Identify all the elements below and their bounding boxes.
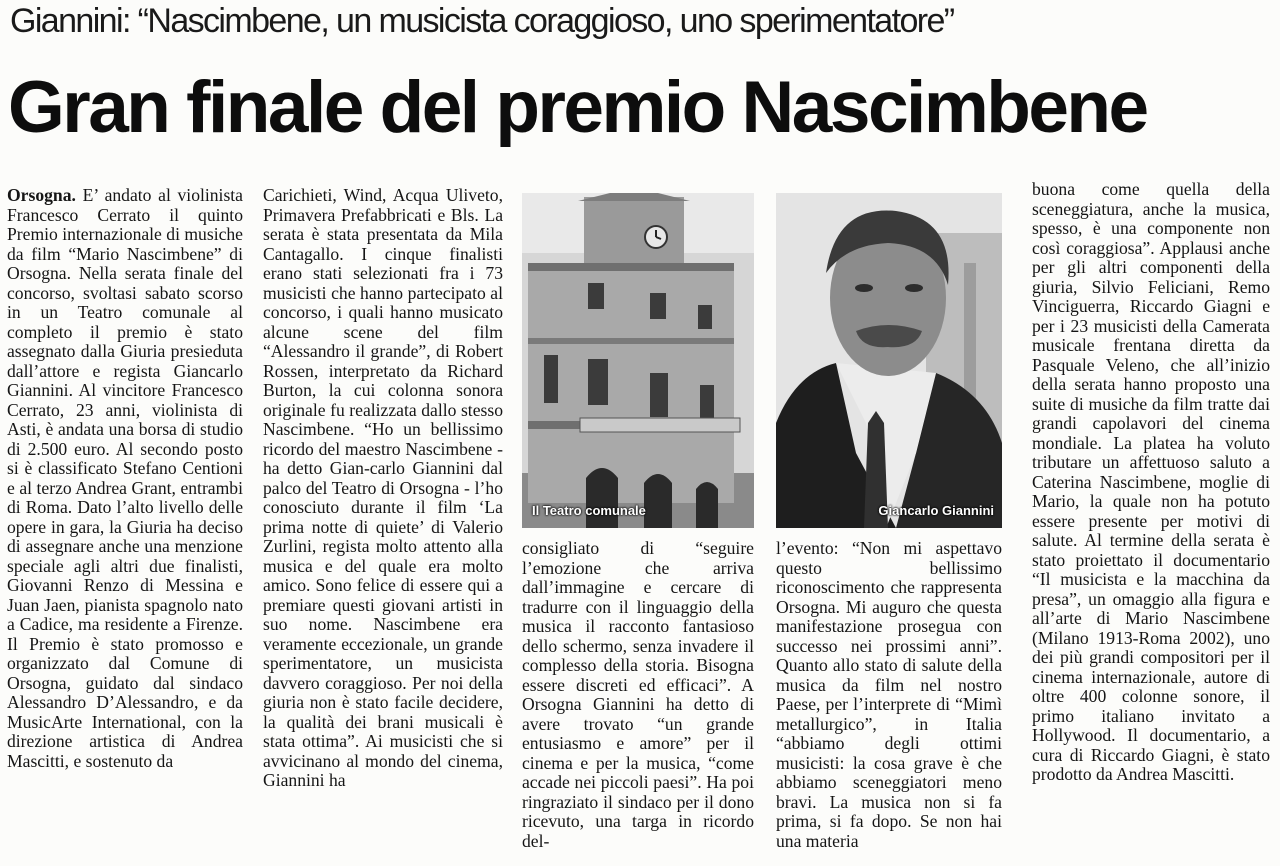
article-column-3 — [522, 539, 754, 866]
column-1-text: E’ andato al violinista Francesco Cerrato il quinto Premio internazionale di musiche da film “Mario Nascimbene” di Orsogna. Nella serata finale del concorso, svoltasi sabato scorso in un Teatro comunale al completo il premio è stato assegnato dalla Giuria presieduta dall’attore e regista Giancarlo Giannini. Al vincitore Francesco Cerrato, 23 anni, violinista di Asti, è andata una borsa di studio di 2.500 euro. Al secondo posto si è classificato Stefano Centioni e al terzo Andrea Grant, entrambi di Roma. Dato l’alto livello delle opere in gara, la Giuria ha deciso di assegnare anche una menzione speciale agli altri due finalisti, Giovanni Renzo di Messina e Juan Jaen, pianista spagnolo nato a Cadice, ma residente a Firenze. Il Premio è stato promosso e organizzato dal Comune di Orsogna, guidato dal sindaco Alessandro D’Alessandro, e da MusicArte International, con la direzione artistica di Andrea Mascitti, e sostenuto da — [7, 186, 243, 771]
portrait-image — [776, 193, 1002, 528]
theatre-photo — [522, 193, 754, 528]
portrait-caption: Giancarlo Giannini — [878, 503, 994, 518]
article-column-1 — [7, 186, 243, 866]
article-column-2 — [263, 186, 503, 866]
dateline: Orsogna. — [7, 186, 76, 205]
article-column-4 — [776, 539, 1002, 866]
kicker-subtitle: Giannini: “Nascimbene, un musicista coraggioso, uno sperimentatore” — [10, 2, 954, 40]
theatre-caption: Il Teatro comunale — [532, 503, 646, 518]
column-3-text: consigliato di “seguire l’emozione che arriva dall’immagine e cercare di tradurre con il linguaggio della musica il racconto fantasioso dello schermo, senza invadere il complesso della storia. Bisogna essere discreti ed efficaci”. A Orsogna Giannini ha detto di avere trovato “un grande entusiasmo e amore” per il cinema e per la musica, “come accade nei piccoli paesi”. Ha poi ringraziato il sindaco per il dono ricevuto, una targa in ricordo del- — [522, 539, 754, 851]
giannini-photo — [776, 193, 1002, 528]
column-2-text: Carichieti, Wind, Acqua Uliveto, Primavera Prefabbricati e Bls. La serata è stata presentata da Mila Cantagallo. I cinque finalisti erano stati selezionati fra i 73 musicisti che hanno partecipato al concorso, i quali hanno musicato alcune scene del film “Alessandro il grande”, di Robert Rossen, interpretato da Richard Burton, la cui colonna sonora originale fu realizzata dallo stesso Nascimbene. “Ho un bellissimo ricordo del maestro Nascimbene - ha detto Gian-carlo Giannini dal palco del Teatro di Orsogna - l’ho conosciuto durante il film ‘La prima notte di quiete’ di Valerio Zurlini, regista molto attento alla musica e del quale era molto amico. Sono felice di essere qui a premiare questi giovani artisti in suo nome. Nascimbene era veramente eccezionale, un grande sperimentatore, un musicista davvero coraggioso. Per noi della giuria non è stato facile decidere, la qualità dei brani musicali è stata ottima”. Ai musicisti che si avvicinano al mondo del cinema, Giannini ha — [263, 186, 503, 790]
column-5-text: buona come quella della sceneggiatura, anche la musica, spesso, è una componente non così coraggiosa”. Applausi anche per gli altri componenti della giuria, Silvio Feliciani, Remo Vinciguerra, Riccardo Giagni e per i 23 musicisti della Camerata musicale frentana diretta da Pasquale Veleno, che all’inizio della serata hanno proposto una suite di musiche da film tratte dai grandi capolavori del cinema mondiale. La platea ha voluto tributare un affettuoso saluto a Caterina Nascimbene, moglie di Mario, la quale non ha potuto essere presente per motivi di salute. Al termine della serata è stato proiettato il documentario “Il musicista e la macchina da presa”, un omaggio alla figura e all’arte di Mario Nascimbene (Milano 1913-Roma 2002), uno dei più grandi compositori per il cinema internazionale, autore di oltre 400 colonne sonore, il primo italiano invitato a Hollywood. Il documentario, a cura di Riccardo Giagni, è stato prodotto da Andrea Mascitti. — [1032, 180, 1270, 784]
theatre-building-image — [522, 193, 754, 528]
column-4-text: l’evento: “Non mi aspettavo questo bellissimo riconoscimento che rappresenta Orsogna. Mi auguro che questa manifestazione prosegua con successo nei prossimi anni”. Quanto allo stato di salute della musica da film nel nostro Paese, per l’interprete di “Mimì metallurgico”, in Italia “abbiamo degli ottimi musicisti: la cosa grave è che abbiamo sceneggiatori meno bravi. La musica non si fa prima, si fa dopo. Se non hai una materia — [776, 539, 1002, 851]
article-column-5 — [1032, 180, 1270, 866]
headline: Gran finale del premio Nascimbene — [8, 67, 1147, 148]
